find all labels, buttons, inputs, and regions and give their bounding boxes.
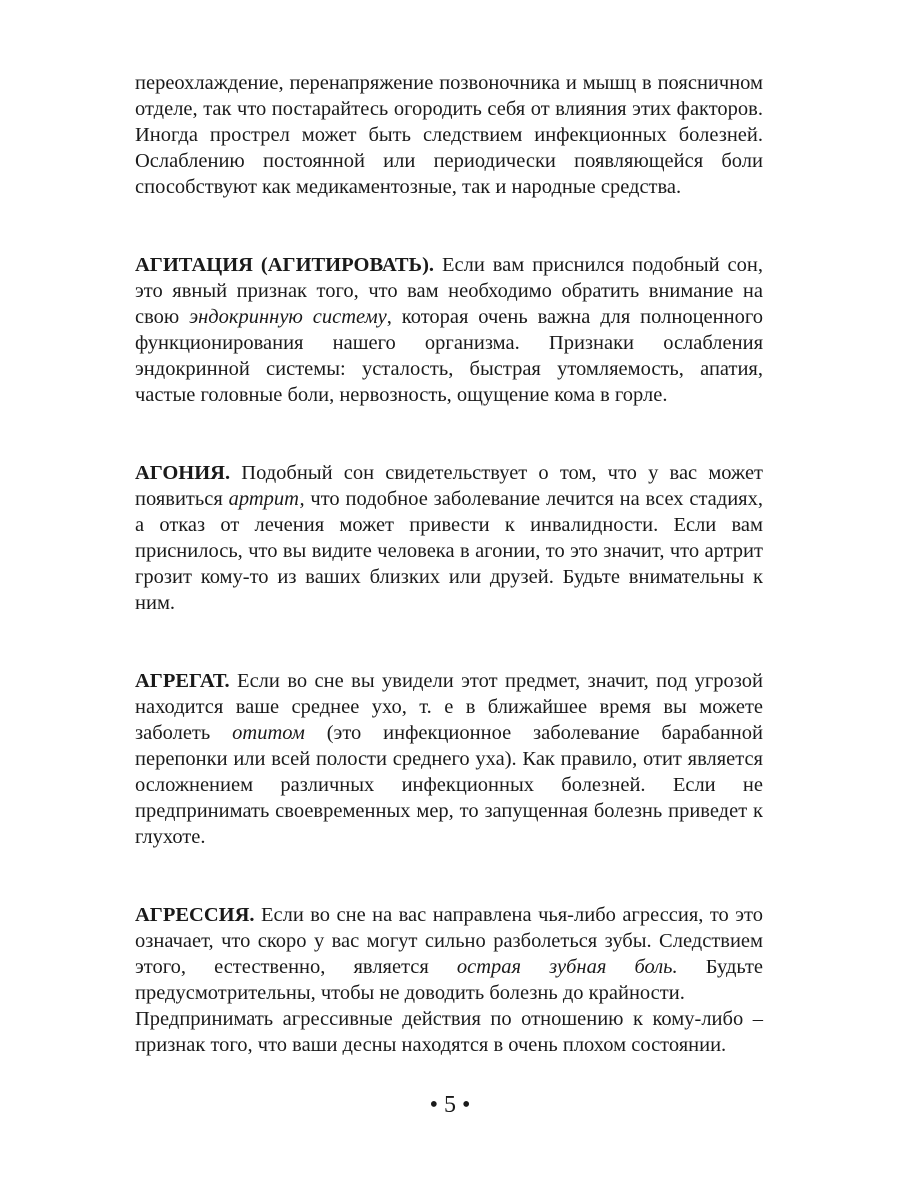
entry-text: Если во сне на вас направлена чья-либо агрессия, то это означает, что скоро у вас могут сильно разболеться зубы. Следствием этого, естественно, является — [135, 904, 763, 978]
entry-text: Будьте предусмотрительны, чтобы не доводить болезнь до крайности. — [135, 956, 763, 1004]
entry-text: Если вам приснился подобный сон, это явный признак того, что вам необходимо обратить внимание на свою — [135, 254, 763, 328]
entry-aggregate — [135, 668, 763, 850]
entry-text: , которая очень важна для полноценного функционирования нашего организма. Признаки ослабления эндокринной системы: усталость, быстрая утомляемость, апатия, частые головные боли, нервозность, ощущение кома в горле. — [135, 306, 763, 406]
entry-headword: АГИТАЦИЯ (АГИТИРОВАТЬ). — [135, 254, 435, 276]
entry-headword: АГОНИЯ. — [135, 462, 231, 484]
entry-emphasis: артрит, — [228, 488, 305, 510]
entry-aggression — [135, 902, 763, 1006]
entry-aggression-continuation: Предпринимать агрессивные действия по отношению к кому-либо – признак того, что ваши десны находятся в очень плохом состоянии. — [135, 1008, 763, 1056]
entry-emphasis: отитом — [232, 722, 305, 744]
entry-agony — [135, 460, 763, 616]
entry-text: Если во сне вы увидели этот предмет, значит, под угрозой находится ваше среднее ухо, т. е в ближайшее время вы можете заболеть — [135, 670, 763, 744]
page-body — [135, 70, 763, 1058]
entry-text: что подобное заболевание лечится на всех стадиях, а отказ от лечения может привести к инвалидности. Если вам приснилось, что вы видите человека в агонии, то это значит, что артрит грозит кому-то из ваших близких или друзей. Будьте внимательны к ним. — [135, 488, 763, 614]
entry-text: Подобный сон свидетельствует о том, что у вас может появиться — [135, 462, 763, 510]
entry-text: (это инфекционное заболевание барабанной перепонки или всей полости среднего уха). Как правило, отит является осложнением различных инфекционных болезней. Если не предпринимать своевременных мер, то запущенная болезнь приведет к глухоте. — [135, 722, 763, 848]
page-number: • 5 • — [429, 1092, 471, 1118]
entry-agitation — [135, 252, 763, 408]
entry-headword: АГРЕССИЯ. — [135, 904, 255, 926]
intro-paragraph: переохлаждение, перенапряжение позвоночника и мышц в поясничном отделе, так что постарайтесь огородить себя от влияния этих факторов. Иногда прострел может быть следствием инфекционных болезней. Ослаблению постоянной или периодически появляющейся боли способствуют как медикаментозные, так и народные средства. — [135, 72, 763, 198]
entry-emphasis: острая зубная боль. — [456, 956, 678, 978]
entry-headword: АГРЕГАТ. — [135, 670, 230, 692]
entry-emphasis: эндокринную систему — [189, 306, 387, 328]
